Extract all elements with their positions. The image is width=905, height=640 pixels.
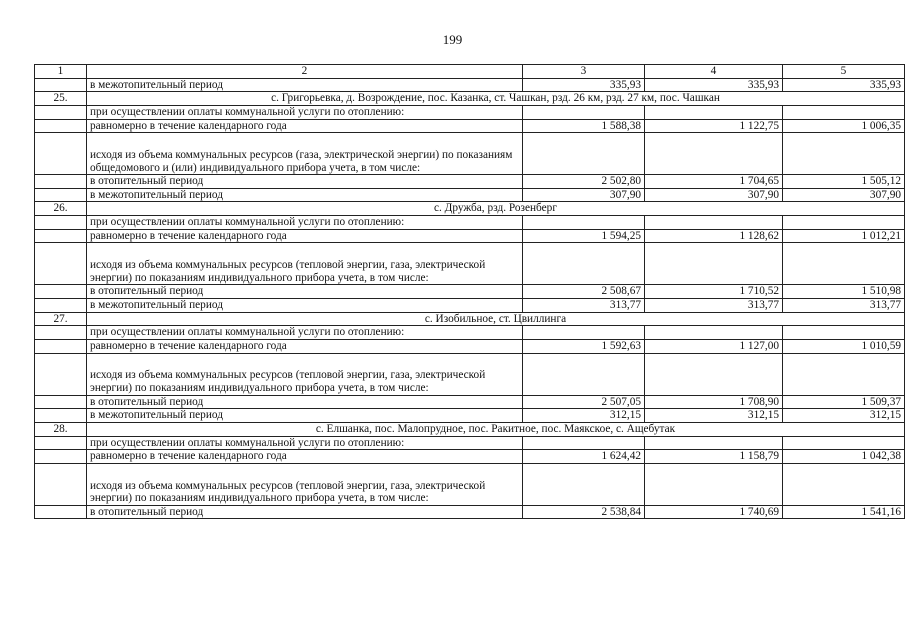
header-cell: 5 <box>783 65 905 79</box>
value-col5 <box>783 216 905 230</box>
value-col5 <box>783 436 905 450</box>
table-row <box>35 409 905 423</box>
value-col5: 1 505,12 <box>783 175 905 189</box>
table-row <box>35 175 905 189</box>
row-label: в отопительный период <box>87 285 523 299</box>
value-col4: 335,93 <box>645 78 783 92</box>
value-col3 <box>523 326 645 340</box>
section-number: 26. <box>35 202 87 216</box>
value-col4: 1 740,69 <box>645 505 783 519</box>
value-col5 <box>783 353 905 395</box>
row-label: исходя из объема коммунальных ресурсов (тепловой энергии, газа, электрической энергии) по показаниям индивидуального прибора учета, в том числе: <box>87 353 523 395</box>
row-index-cell <box>35 188 87 202</box>
value-col3: 1 588,38 <box>523 119 645 133</box>
value-col4: 1 122,75 <box>645 119 783 133</box>
value-col4 <box>645 353 783 395</box>
table-row <box>35 339 905 353</box>
table-row <box>35 133 905 175</box>
row-label: в отопительный период <box>87 505 523 519</box>
row-label: в межотопительный период <box>87 78 523 92</box>
value-col3: 2 502,80 <box>523 175 645 189</box>
table-row <box>35 243 905 285</box>
row-index-cell <box>35 119 87 133</box>
value-col3 <box>523 216 645 230</box>
value-col5: 335,93 <box>783 78 905 92</box>
row-label: в межотопительный период <box>87 188 523 202</box>
table-row <box>35 229 905 243</box>
value-col5: 1 006,35 <box>783 119 905 133</box>
section-number: 28. <box>35 422 87 436</box>
value-col3 <box>523 436 645 450</box>
table-row <box>35 395 905 409</box>
row-index-cell <box>35 339 87 353</box>
row-label: в межотопительный период <box>87 409 523 423</box>
value-col4 <box>645 436 783 450</box>
section-location: с. Изобильное, ст. Цвиллинга <box>87 312 905 326</box>
value-col4 <box>645 463 783 505</box>
row-label: исходя из объема коммунальных ресурсов (тепловой энергии, газа, электрической энергии) по показаниям индивидуального прибора учета, в том числе: <box>87 243 523 285</box>
row-index-cell <box>35 326 87 340</box>
header-cell: 1 <box>35 65 87 79</box>
value-col3: 1 624,42 <box>523 450 645 464</box>
row-label: исходя из объема коммунальных ресурсов (газа, электрической энергии) по показаниям общедомового и (или) индивидуального прибора учета, в том числе: <box>87 133 523 175</box>
value-col5: 1 510,98 <box>783 285 905 299</box>
table-row <box>35 285 905 299</box>
value-col4: 1 710,52 <box>645 285 783 299</box>
value-col3: 307,90 <box>523 188 645 202</box>
value-col3: 2 507,05 <box>523 395 645 409</box>
value-col4: 307,90 <box>645 188 783 202</box>
section-header-row <box>35 92 905 106</box>
table-row <box>35 188 905 202</box>
row-label: исходя из объема коммунальных ресурсов (тепловой энергии, газа, электрической энергии) по показаниям индивидуального прибора учета, в том числе: <box>87 463 523 505</box>
value-col3 <box>523 105 645 119</box>
value-col3: 1 592,63 <box>523 339 645 353</box>
row-index-cell <box>35 409 87 423</box>
tariff-table <box>34 64 905 519</box>
tariff-table-body <box>35 65 905 519</box>
value-col3 <box>523 243 645 285</box>
section-number: 25. <box>35 92 87 106</box>
row-index-cell <box>35 229 87 243</box>
row-label: равномерно в течение календарного года <box>87 229 523 243</box>
value-col3: 1 594,25 <box>523 229 645 243</box>
value-col3 <box>523 353 645 395</box>
value-col4: 312,15 <box>645 409 783 423</box>
row-index-cell <box>35 353 87 395</box>
value-col5: 1 010,59 <box>783 339 905 353</box>
table-row <box>35 105 905 119</box>
table-row <box>35 119 905 133</box>
table-row <box>35 326 905 340</box>
row-index-cell <box>35 450 87 464</box>
value-col4: 1 158,79 <box>645 450 783 464</box>
value-col4: 1 708,90 <box>645 395 783 409</box>
value-col5 <box>783 463 905 505</box>
value-col5: 1 012,21 <box>783 229 905 243</box>
value-col5: 307,90 <box>783 188 905 202</box>
value-col4: 1 127,00 <box>645 339 783 353</box>
page-number: 199 <box>442 32 463 47</box>
value-col3: 312,15 <box>523 409 645 423</box>
table-row <box>35 216 905 230</box>
row-label: при осуществлении оплаты коммунальной услуги по отоплению: <box>87 436 523 450</box>
row-index-cell <box>35 395 87 409</box>
row-index-cell <box>35 243 87 285</box>
row-index-cell <box>35 78 87 92</box>
table-row <box>35 450 905 464</box>
value-col5 <box>783 326 905 340</box>
value-col5: 1 042,38 <box>783 450 905 464</box>
value-col5: 312,15 <box>783 409 905 423</box>
value-col3: 2 538,84 <box>523 505 645 519</box>
row-label: равномерно в течение календарного года <box>87 450 523 464</box>
row-label: при осуществлении оплаты коммунальной услуги по отоплению: <box>87 326 523 340</box>
value-col3 <box>523 133 645 175</box>
table-row <box>35 299 905 313</box>
section-location: с. Елшанка, пос. Малопрудное, пос. Ракитное, пос. Маякское, с. Ащебутак <box>87 422 905 436</box>
row-index-cell <box>35 105 87 119</box>
value-col4: 1 128,62 <box>645 229 783 243</box>
row-label: в межотопительный период <box>87 299 523 313</box>
value-col3: 313,77 <box>523 299 645 313</box>
row-index-cell <box>35 436 87 450</box>
section-location: с. Григорьевка, д. Возрождение, пос. Казанка, ст. Чашкан, рзд. 26 км, рзд. 27 км, пос. Чашкан <box>87 92 905 106</box>
row-index-cell <box>35 285 87 299</box>
row-index-cell <box>35 216 87 230</box>
row-index-cell <box>35 133 87 175</box>
value-col4 <box>645 133 783 175</box>
table-row <box>35 78 905 92</box>
header-cell: 4 <box>645 65 783 79</box>
header-row <box>35 65 905 79</box>
value-col3: 2 508,67 <box>523 285 645 299</box>
value-col3: 335,93 <box>523 78 645 92</box>
section-header-row <box>35 202 905 216</box>
value-col5 <box>783 105 905 119</box>
section-header-row <box>35 422 905 436</box>
value-col4 <box>645 243 783 285</box>
header-cell: 2 <box>87 65 523 79</box>
value-col4 <box>645 326 783 340</box>
table-row <box>35 505 905 519</box>
row-label: в отопительный период <box>87 395 523 409</box>
value-col4 <box>645 216 783 230</box>
section-location: с. Дружба, рзд. Розенберг <box>87 202 905 216</box>
value-col5: 1 509,37 <box>783 395 905 409</box>
row-label: равномерно в течение календарного года <box>87 119 523 133</box>
value-col5 <box>783 243 905 285</box>
value-col4: 1 704,65 <box>645 175 783 189</box>
value-col4: 313,77 <box>645 299 783 313</box>
row-label: равномерно в течение календарного года <box>87 339 523 353</box>
row-label: при осуществлении оплаты коммунальной услуги по отоплению: <box>87 105 523 119</box>
value-col5: 313,77 <box>783 299 905 313</box>
row-index-cell <box>35 463 87 505</box>
row-index-cell <box>35 175 87 189</box>
section-header-row <box>35 312 905 326</box>
section-number: 27. <box>35 312 87 326</box>
table-row <box>35 353 905 395</box>
value-col5 <box>783 133 905 175</box>
header-cell: 3 <box>523 65 645 79</box>
row-index-cell <box>35 299 87 313</box>
table-row <box>35 463 905 505</box>
value-col3 <box>523 463 645 505</box>
value-col5: 1 541,16 <box>783 505 905 519</box>
row-index-cell <box>35 505 87 519</box>
table-row <box>35 436 905 450</box>
value-col4 <box>645 105 783 119</box>
row-label: при осуществлении оплаты коммунальной услуги по отоплению: <box>87 216 523 230</box>
row-label: в отопительный период <box>87 175 523 189</box>
